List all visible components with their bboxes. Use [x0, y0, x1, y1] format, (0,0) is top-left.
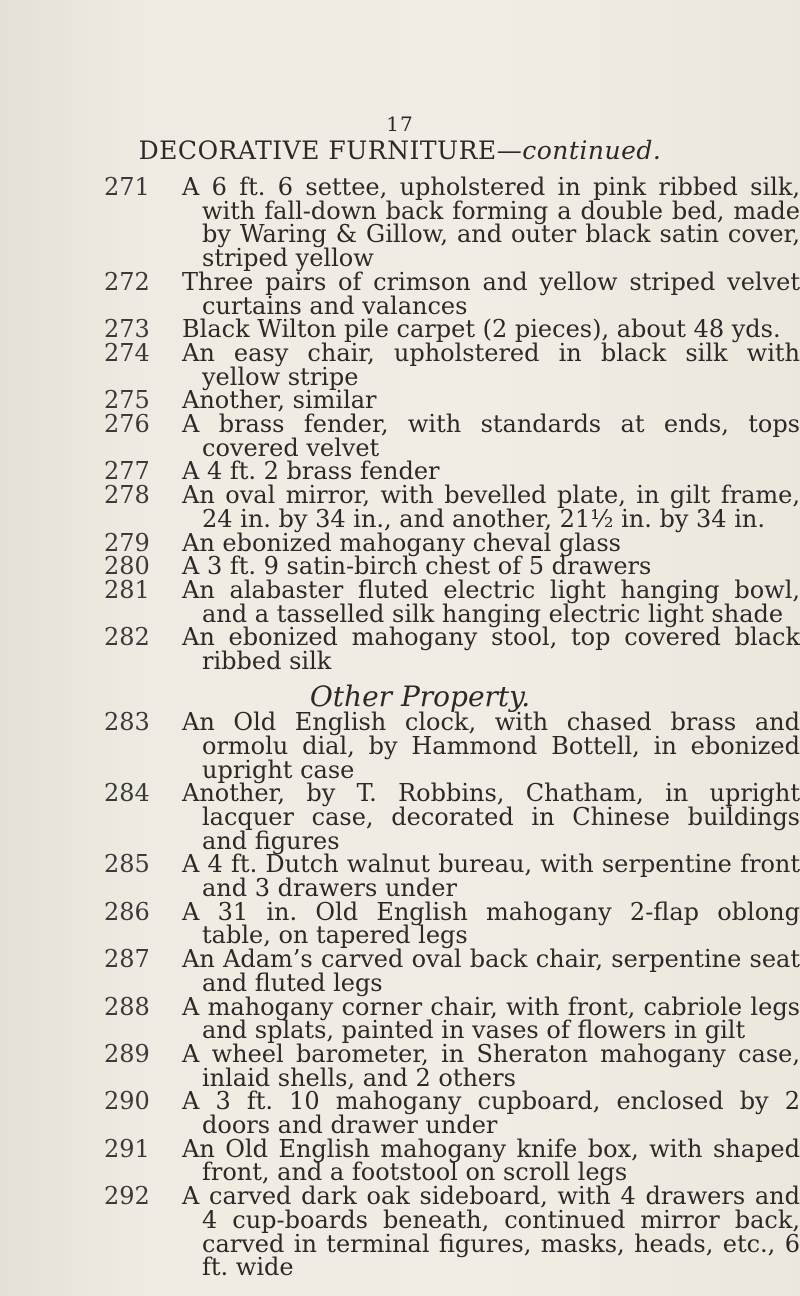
- lot-number: 291: [104, 1134, 150, 1163]
- lot-number: 277: [104, 457, 150, 486]
- lot-description: Black Wilton pile carpet (2 pieces), about 48 yds.: [182, 315, 781, 344]
- lot-description: An alabaster fluted electric light hanging bowl, and a tasselled silk hanging electric light shade: [182, 575, 800, 628]
- lot-description: A wheel barometer, in Sheraton mahogany case, inlaid shells, and 2 others: [182, 1039, 800, 1092]
- lot-description: A 6 ft. 6 settee, upholstered in pink ribbed silk, with fall-down back forming a double bed, made by Waring & Gillow, and outer black satin cover, striped yellow: [182, 173, 800, 273]
- lot-number: 275: [104, 386, 150, 415]
- lot-description: A mahogany corner chair, with front, cabriole legs and splats, painted in vases of flowers in gilt: [182, 992, 800, 1045]
- lot-description: A 4 ft. Dutch walnut bureau, with serpentine front and 3 drawers under: [182, 850, 800, 903]
- lot-number: 279: [104, 528, 150, 557]
- lot-number: 272: [104, 267, 150, 296]
- lot-number: 289: [104, 1039, 150, 1068]
- lot-description: An Old English mahogany knife box, with shaped front, and a footstool on scroll legs: [182, 1134, 800, 1187]
- running-head-title: DECORATIVE FURNITURE: [138, 136, 497, 165]
- lot-number: 278: [104, 481, 150, 510]
- lot-description: Another, by T. Robbins, Chatham, in upright lacquer case, decorated in Chinese buildings and figures: [182, 779, 800, 855]
- lot-description: An Adam’s carved oval back chair, serpentine seat and fluted legs: [182, 945, 800, 997]
- lot-description: A carved dark oak sideboard, with 4 drawers and 4 cup-boards beneath, continued mirror back, carved in terminal figures, masks, heads, etc., 6 ft. wide: [182, 1182, 800, 1282]
- lot-number: 273: [104, 315, 150, 344]
- lot-description: An Old English clock, with chased brass and ormolu dial, by Hammond Bottell, in ebonized upright case: [182, 708, 800, 784]
- lot-number: 287: [104, 945, 150, 974]
- lot-number: 284: [104, 779, 150, 808]
- lot-description: A brass fender, with standards at ends, tops covered velvet: [182, 410, 800, 462]
- section-heading: Other Property.: [309, 679, 531, 713]
- page-number: 17: [386, 112, 414, 136]
- lot-description: Another, similar: [182, 386, 377, 415]
- lot-number: 290: [104, 1087, 150, 1116]
- lot-number: 276: [104, 410, 150, 439]
- lot-number: 274: [104, 338, 150, 367]
- lot-description: A 4 ft. 2 brass fender: [182, 457, 440, 486]
- lot-description: An ebonized mahogany stool, top covered black ribbed silk: [182, 623, 800, 676]
- lot-description: A 3 ft. 10 mahogany cupboard, enclosed by 2 doors and drawer under: [182, 1087, 800, 1140]
- lot-number: 285: [104, 850, 150, 879]
- lot-description: An ebonized mahogany cheval glass: [182, 528, 621, 557]
- lot-number: 283: [104, 708, 150, 737]
- lot-number: 280: [104, 552, 150, 581]
- lot-number: 271: [104, 173, 150, 201]
- running-head-suffix: —continued.: [496, 136, 662, 165]
- lot-description: An easy chair, upholstered in black silk with yellow stripe: [182, 338, 800, 391]
- running-head: [0, 136, 800, 165]
- lot-number: 281: [104, 575, 150, 604]
- lot-description: Three pairs of crimson and yellow striped velvet curtains and valances: [182, 267, 800, 320]
- lot-number: 292: [104, 1182, 150, 1211]
- lot-number: 282: [104, 623, 150, 652]
- lot-description: A 31 in. Old English mahogany 2-flap oblong table, on tapered legs: [182, 897, 800, 950]
- lot-number: 286: [104, 897, 150, 926]
- lot-description: An oval mirror, with bevelled plate, in gilt frame, 24 in. by 34 in., and another, 21½ in. by 34 in.: [182, 481, 800, 533]
- lot-number: 288: [104, 992, 150, 1021]
- lot-description: A 3 ft. 9 satin-birch chest of 5 drawers: [182, 552, 652, 581]
